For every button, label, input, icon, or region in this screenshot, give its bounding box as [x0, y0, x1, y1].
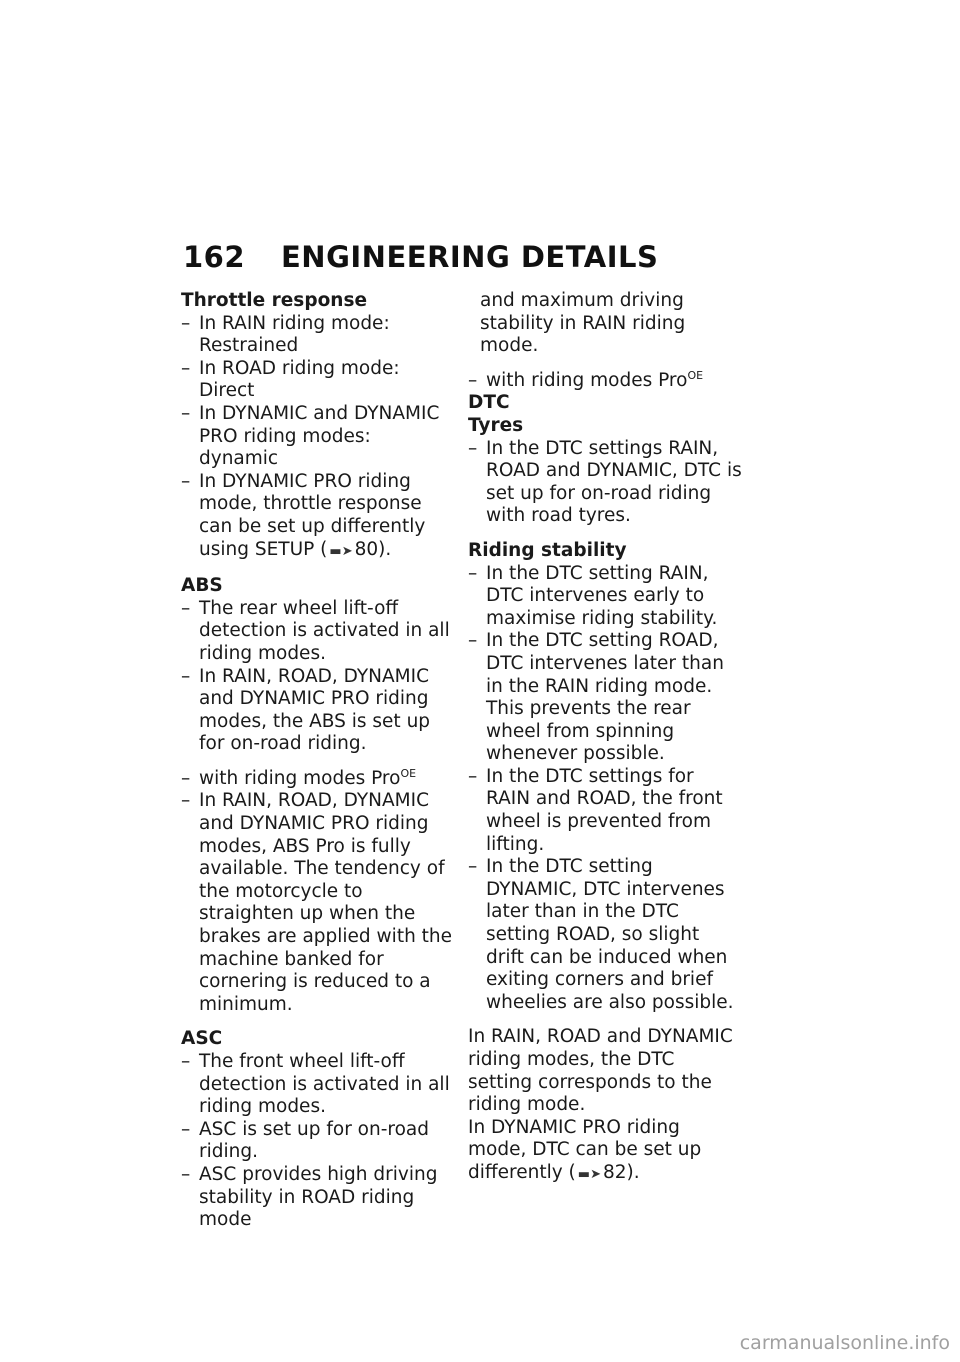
option-line [468, 370, 743, 393]
list-item: – In ROAD riding mode: Direct [181, 358, 453, 403]
throttle-setup-text: In DYNAMIC PRO riding mode, throttle response can be set up differently using SETUP [199, 470, 426, 560]
list-item: – In RAIN, ROAD, DYNAMIC and DYNAMIC PRO riding modes, the ABS is set up for on-road riding. [181, 666, 453, 756]
oe-marker: OE [687, 368, 704, 382]
stability-heading: Riding stability [468, 539, 627, 561]
page-header [183, 240, 658, 274]
reference-arrow-icon: ▬➤ [577, 1166, 601, 1182]
list-item: – In the DTC settings for RAIN and ROAD, the front wheel is prevented from lifting. [468, 766, 743, 856]
dtc-heading: DTC [468, 392, 510, 414]
list-item: – In the DTC setting RAIN, DTC intervenes early to maximise riding stability. [468, 563, 743, 631]
option-prefix: with riding modes Pro [486, 369, 688, 391]
list-item: – The front wheel lift-off detection is activated in all riding modes. [181, 1051, 453, 1119]
left-column [181, 290, 453, 1232]
list-item: – ASC provides high driving stability in ROAD riding mode [181, 1164, 453, 1232]
list-item: – ASC is set up for on-road riding. [181, 1119, 453, 1164]
dtc-pro-paragraph: In DYNAMIC PRO riding mode, DTC can be set up differently ( ▬➤ 82). [468, 1116, 702, 1183]
abs-heading: ABS [181, 575, 223, 597]
dtc-paragraph: In RAIN, ROAD and DYNAMIC riding modes, the DTC setting corresponds to the riding mode. [468, 1026, 733, 1116]
page-number: 162 [183, 240, 246, 274]
list-item: – In DYNAMIC PRO riding mode, throttle response can be set up differently using SETUP ( ▬➤ 80). [181, 471, 453, 563]
oe-marker: OE [400, 766, 417, 780]
dtc-pro-text: In DYNAMIC PRO riding mode, DTC can be set up differently [468, 1116, 702, 1183]
tyres-heading: Tyres [468, 414, 524, 436]
reference-arrow-icon: ▬➤ [329, 543, 353, 559]
asc-heading: ASC [181, 1028, 223, 1050]
list-item: – In RAIN riding mode: Restrained [181, 313, 453, 358]
page-title: ENGINEERING DETAILS [281, 240, 659, 274]
watermark: carmanualsonline.info [739, 1332, 950, 1354]
list-item: – In RAIN, ROAD, DYNAMIC and DYNAMIC PRO riding modes, ABS Pro is fully available. The tendency of the motorcycle to straighten up when the brakes are applied with the machine banked for cornering is reduced to a minimum. [181, 790, 453, 1016]
list-item: – In the DTC settings RAIN, ROAD and DYNAMIC, DTC is set up for on-road riding with road tyres. [468, 438, 743, 528]
option-line [181, 768, 453, 791]
throttle-heading: Throttle response [181, 290, 368, 311]
option-prefix: with riding modes Pro [199, 767, 401, 789]
list-item: – The rear wheel lift-off detection is activated in all riding modes. [181, 598, 453, 666]
right-column [468, 290, 743, 1187]
page-reference[interactable]: 80). [354, 538, 392, 560]
list-item: – In DYNAMIC and DYNAMIC PRO riding modes: dynamic [181, 403, 453, 471]
list-item: – In the DTC setting ROAD, DTC intervenes later than in the RAIN riding mode. This prevents the rear wheel from spinning whenever possible. [468, 630, 743, 766]
asc-continuation: and maximum driving stability in RAIN riding mode. [480, 290, 686, 357]
page-reference[interactable]: 82). [602, 1161, 640, 1183]
list-item: – In the DTC setting DYNAMIC, DTC intervenes later than in the DTC setting ROAD, so slight drift can be induced when exiting corners and brief wheelies are also possible. [468, 856, 743, 1014]
